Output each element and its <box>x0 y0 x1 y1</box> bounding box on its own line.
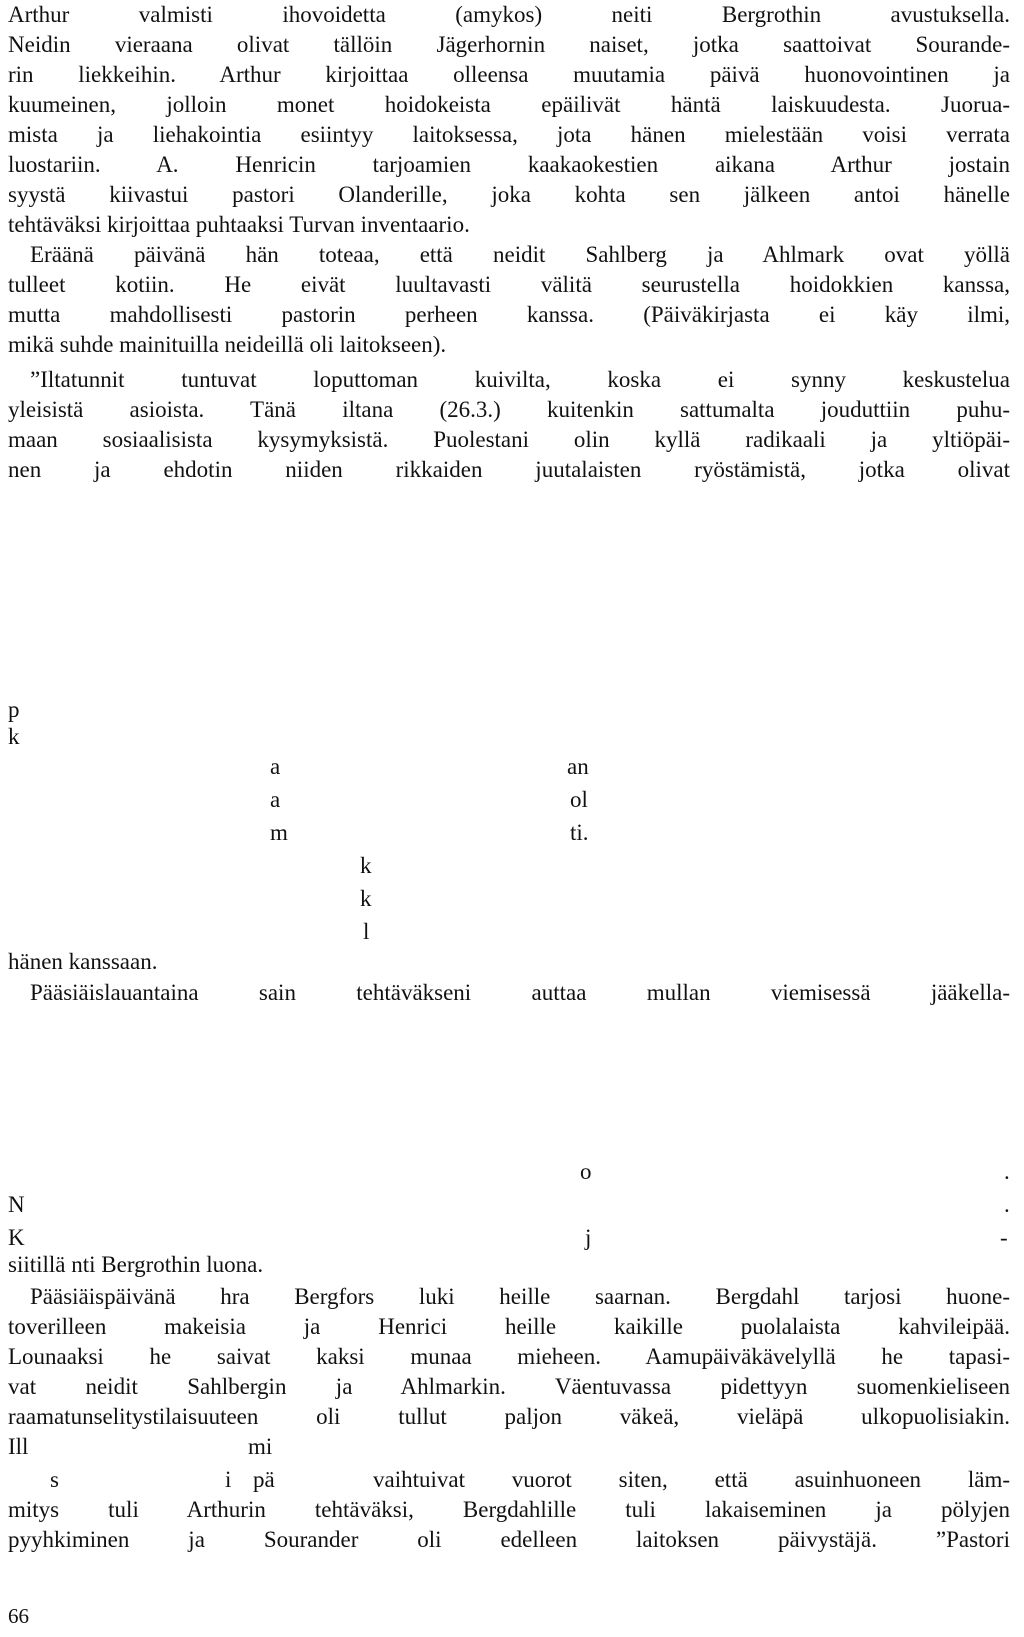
text-fragment: a <box>270 787 281 812</box>
text-fragment: k <box>360 853 372 878</box>
text-line: Pääsiäispäivänä hra Bergfors luki heille saarnan. Bergdahl tarjosi huone- <box>30 1284 1010 1309</box>
text-fragment: mi <box>248 1434 273 1459</box>
text-fragment: K <box>8 1225 25 1250</box>
text-fragment: an <box>567 754 589 779</box>
text-line: ”Iltatunnit tuntuvat loputtoman kuivilta, koska ei synny keskustelua <box>30 367 1010 392</box>
text-line: maan sosiaalisista kysymyksistä. Puolestani olin kyllä radikaali ja yltiöpäi- <box>8 427 1010 452</box>
text-fragment: pä <box>253 1467 275 1492</box>
text-line: siitillä nti Bergrothin luona. <box>8 1252 264 1277</box>
text-fragment: l <box>363 919 370 944</box>
text-fragment: N <box>8 1192 25 1217</box>
text-line: Arthur valmisti ihovoidetta (amykos) neiti Bergrothin avustuksella. <box>8 2 1010 27</box>
text-line: mitys tuli Arthurin tehtäväksi, Bergdahlille tuli lakaiseminen ja pölyjen <box>8 1497 1010 1522</box>
text-fragment: Ill <box>8 1434 29 1459</box>
text-fragment: . <box>1004 1159 1010 1184</box>
text-line: yleisistä asioista. Tänä iltana (26.3.) kuitenkin sattumalta jouduttiin puhu- <box>8 397 1010 422</box>
text-line: Eräänä päivänä hän toteaa, että neidit Sahlberg ja Ahlmark ovat yöllä <box>30 242 1010 267</box>
text-line: Lounaaksi he saivat kaksi munaa mieheen. Aamupäiväkävelyllä he tapasi- <box>8 1344 1010 1369</box>
text-fragment: - <box>1000 1225 1008 1250</box>
text-fragment: ol <box>570 787 588 812</box>
text-line: mutta mahdollisesti pastorin perheen kanssa. (Päiväkirjasta ei käy ilmi, <box>8 302 1010 327</box>
text-fragment: a <box>270 754 281 779</box>
page-number: 66 <box>8 1604 29 1628</box>
text-fragment: j <box>585 1225 592 1250</box>
text-fragment: s <box>50 1467 59 1492</box>
text-fragment: k <box>8 724 20 749</box>
text-line: tulleet kotiin. He eivät luultavasti välitä seurustella hoidokkien kanssa, <box>8 272 1010 297</box>
text-line: nen ja ehdotin niiden rikkaiden juutalaisten ryöstämistä, jotka olivat <box>8 457 1010 482</box>
text-line: toverilleen makeisia ja Henrici heille kaikille puolalaista kahvileipää. <box>8 1314 1010 1339</box>
text-line: Pääsiäislauantaina sain tehtäväkseni auttaa mullan viemisessä jääkella- <box>30 980 1010 1005</box>
text-line: vaihtuivat vuorot siten, että asuinhuoneen läm- <box>373 1467 1010 1492</box>
text-fragment: . <box>1004 1192 1010 1217</box>
text-line: raamatunselitystilaisuuteen oli tullut paljon väkeä, vieläpä ulkopuolisiakin. <box>8 1404 1010 1429</box>
text-fragment: k <box>360 886 372 911</box>
text-fragment: o <box>580 1159 592 1184</box>
text-fragment: ti. <box>570 820 589 845</box>
text-line: tehtäväksi kirjoittaa puhtaaksi Turvan inventaario. <box>8 212 470 237</box>
text-line: Neidin vieraana olivat tällöin Jägerhornin naiset, jotka saattoivat Sourande- <box>8 32 1010 57</box>
text-line: pyyhkiminen ja Sourander oli edelleen laitoksen päivystäjä. ”Pastori <box>8 1527 1010 1552</box>
text-line: mikä suhde mainituilla neideillä oli laitokseen). <box>8 332 447 357</box>
text-line: mista ja liehakointia esiintyy laitoksessa, jota hänen mielestään voisi verrata <box>8 122 1010 147</box>
text-line: vat neidit Sahlbergin ja Ahlmarkin. Väentuvassa pidettyyn suomenkieliseen <box>8 1374 1010 1399</box>
text-fragment: m <box>270 820 288 845</box>
text-line: luostariin. A. Henricin tarjoamien kaakaokestien aikana Arthur jostain <box>8 152 1010 177</box>
text-line: hänen kanssaan. <box>8 949 158 974</box>
text-fragment: i <box>225 1467 232 1492</box>
text-fragment: p <box>8 697 20 722</box>
text-line: kuumeinen, jolloin monet hoidokeista epäilivät häntä laiskuudesta. Juorua- <box>8 92 1010 117</box>
text-line: rin liekkeihin. Arthur kirjoittaa olleensa muutamia päivä huonovointinen ja <box>8 62 1010 87</box>
text-line: syystä kiivastui pastori Olanderille, joka kohta sen jälkeen antoi hänelle <box>8 182 1010 207</box>
